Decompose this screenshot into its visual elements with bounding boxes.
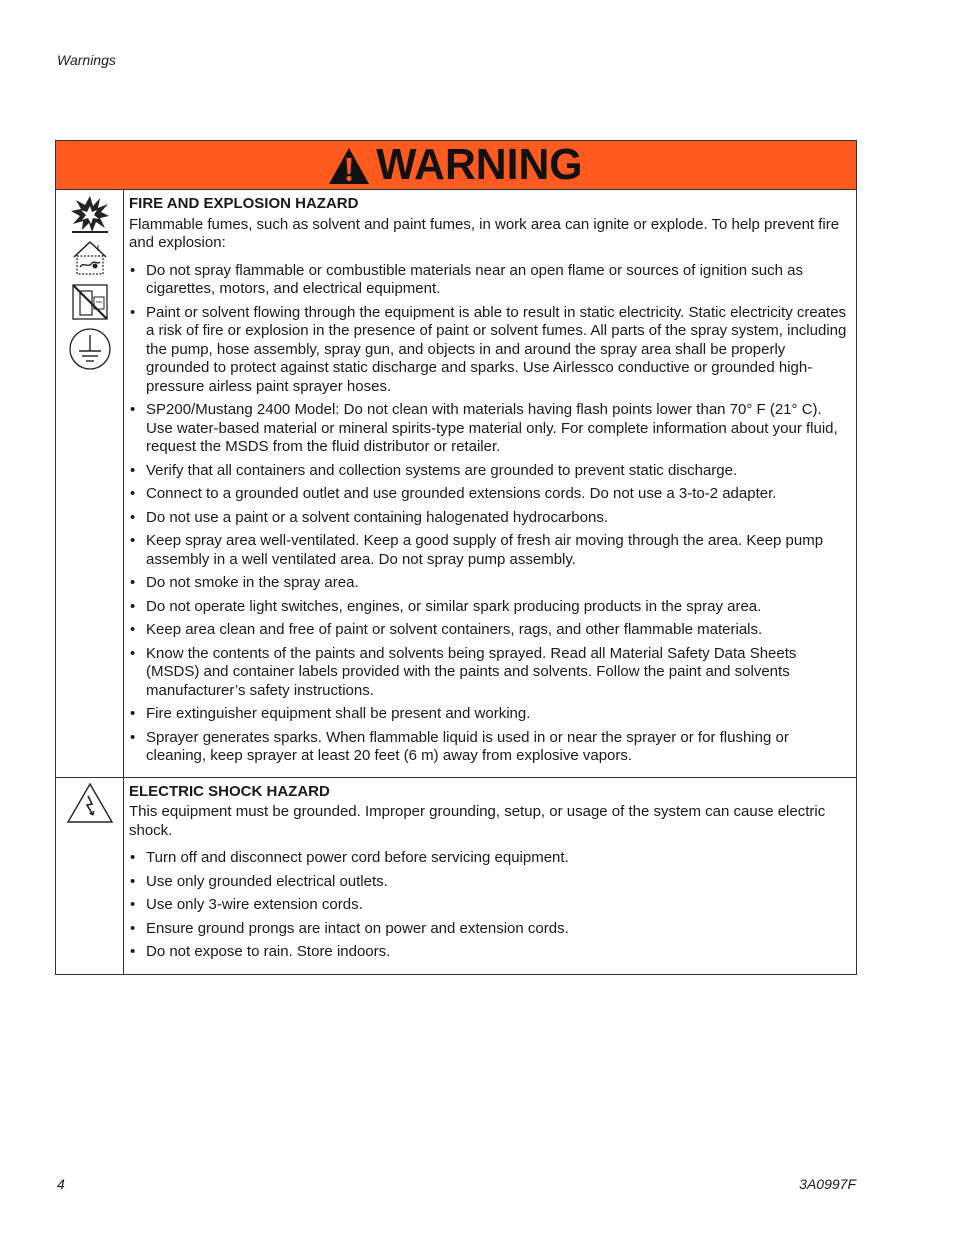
list-item: • Paint or solvent flowing through the equipment is able to result in static electricity. Static electricity creates a risk of fire or explosion in the presence of paint or solvent fumes. All parts of the spray system, including the pump, hose assembly, spray gun, and objects in and around the spray area shall be properly grounded to protect against static discharge and sparks. Use Airlessco conductive or grounded high-pressure airless paint sprayer hoses. (129, 304, 848, 397)
fire-hazard-icons (56, 190, 124, 777)
list-item: • Use only 3-wire extension cords. (129, 896, 848, 915)
shock-hazard-heading: ELECTRIC SHOCK HAZARD (129, 782, 330, 800)
warning-title: WARNING (375, 140, 583, 189)
fire-hazard-intro: Flammable fumes, such as solvent and paint fumes, in work area can ignite or explode. To help prevent fire and explosion: (129, 215, 840, 251)
fire-hazard-list (129, 262, 848, 766)
list-item: • Keep area clean and free of paint or solvent containers, rags, and other flammable materials. (129, 621, 848, 640)
explosion-icon (70, 194, 110, 234)
list-item: • Turn off and disconnect power cord before servicing equipment. (129, 849, 848, 868)
list-item: • Keep spray area well-ventilated. Keep a good supply of fresh air moving through the area. Keep pump assembly in a well ventilated area. Do not spray pump assembly. (129, 532, 848, 569)
shock-hazard-icons (56, 778, 124, 974)
running-header: Warnings (57, 52, 116, 68)
shock-hazard-row (56, 777, 856, 974)
fire-hazard-heading: FIRE AND EXPLOSION HAZARD (129, 195, 359, 212)
list-item: • SP200/Mustang 2400 Model: Do not clean with materials having flash points lower than 70° F (21° C). Use water-based material or mineral spirits-type material only. For complete information about your fluid, request the MSDS from the fluid distributor or retailer. (129, 401, 848, 457)
warning-triangle-icon (327, 146, 371, 186)
list-item: • Do not spray flammable or combustible materials near an open flame or sources of ignition such as cigarettes, motors, and electrical equipment. (129, 262, 848, 299)
list-item: • Fire extinguisher equipment shall be present and working. (129, 705, 848, 724)
list-item: • Sprayer generates sparks. When flammable liquid is used in or near the sprayer or for flushing or cleaning, keep sprayer at least 20 feet (6 m) away from explosive vapors. (129, 729, 848, 766)
shock-hazard-intro: This equipment must be grounded. Improper grounding, setup, or usage of the system can cause electric shock. (129, 803, 826, 839)
shock-hazard-list (129, 849, 848, 962)
flammable-house-icon (70, 239, 110, 277)
document-id: 3A0997F (799, 1176, 856, 1192)
list-item: • Do not use a paint or a solvent containing halogenated hydrocarbons. (129, 509, 848, 528)
list-item: • Verify that all containers and collection systems are grounded to prevent static discharge. (129, 462, 848, 481)
list-item: • Do not operate light switches, engines, or similar spark producing products in the spray area. (129, 598, 848, 617)
warning-banner (56, 141, 856, 190)
electric-shock-triangle-icon (66, 782, 114, 824)
page-number: 4 (57, 1176, 65, 1192)
list-item: • Ensure ground prongs are intact on power and extension cords. (129, 920, 848, 939)
ground-symbol-icon (68, 327, 112, 371)
list-item: • Use only grounded electrical outlets. (129, 873, 848, 892)
list-item: • Do not smoke in the spray area. (129, 574, 848, 593)
fire-hazard-text (124, 190, 856, 777)
shock-hazard-text (124, 778, 856, 974)
fire-hazard-row (56, 190, 856, 777)
list-item: • Do not expose to rain. Store indoors. (129, 943, 848, 962)
warning-box (55, 140, 857, 975)
no-smoking-sign-icon (70, 282, 110, 322)
list-item: • Know the contents of the paints and solvents being sprayed. Read all Material Safety Data Sheets (MSDS) and container labels provided with the paints and solvents. Follow the paint and solvents manufacturer’s safety instructions. (129, 645, 848, 701)
list-item: • Connect to a grounded outlet and use grounded extensions cords. Do not use a 3-to-2 adapter. (129, 485, 848, 504)
